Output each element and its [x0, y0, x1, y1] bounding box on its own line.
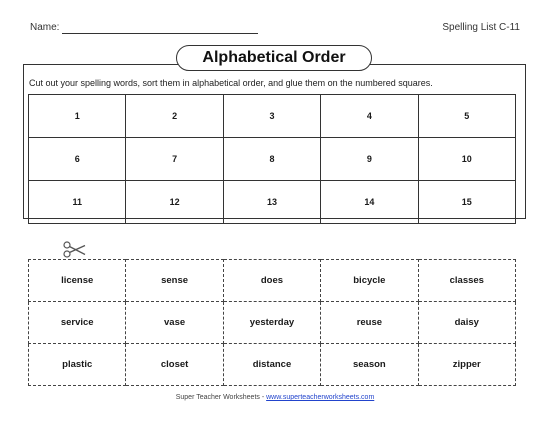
- word-card[interactable]: bicycle: [321, 260, 418, 302]
- word-card[interactable]: yesterday: [223, 302, 320, 344]
- word-card[interactable]: plastic: [29, 344, 126, 386]
- numbered-square: 5: [418, 95, 515, 138]
- numbered-square: 12: [126, 181, 223, 224]
- numbered-square: 14: [321, 181, 418, 224]
- word-card[interactable]: sense: [126, 260, 223, 302]
- footer: [0, 394, 550, 401]
- numbered-square: 15: [418, 181, 515, 224]
- word-card[interactable]: season: [321, 344, 418, 386]
- word-card[interactable]: license: [29, 260, 126, 302]
- word-card[interactable]: vase: [126, 302, 223, 344]
- word-card[interactable]: service: [29, 302, 126, 344]
- numbered-squares: [28, 94, 516, 224]
- numbered-square: 1: [29, 95, 126, 138]
- word-card[interactable]: zipper: [418, 344, 515, 386]
- footer-link[interactable]: www.superteacherworksheets.com: [266, 394, 375, 401]
- numbered-square: 10: [418, 138, 515, 181]
- numbered-row: [29, 138, 516, 181]
- numbered-square: 11: [29, 181, 126, 224]
- numbered-row: [29, 95, 516, 138]
- word-row: [29, 260, 516, 302]
- word-row: [29, 344, 516, 386]
- numbered-square: 3: [223, 95, 320, 138]
- numbered-square: 9: [321, 138, 418, 181]
- numbered-square: 8: [223, 138, 320, 181]
- name-label: Name:: [30, 22, 60, 33]
- word-card[interactable]: closet: [126, 344, 223, 386]
- word-card[interactable]: reuse: [321, 302, 418, 344]
- word-card[interactable]: does: [223, 260, 320, 302]
- worksheet-title: Alphabetical Order: [176, 45, 372, 71]
- word-row: [29, 302, 516, 344]
- word-cutouts: [28, 259, 516, 386]
- numbered-row: [29, 181, 516, 224]
- instructions: Cut out your spelling words, sort them in alphabetical order, and glue them on the numbered squares.: [29, 78, 433, 88]
- numbered-square: 4: [321, 95, 418, 138]
- numbered-square: 2: [126, 95, 223, 138]
- word-card[interactable]: distance: [223, 344, 320, 386]
- spelling-list-label: Spelling List C-11: [442, 22, 520, 33]
- scissors-icon: [62, 241, 86, 259]
- numbered-square: 7: [126, 138, 223, 181]
- numbered-square: 6: [29, 138, 126, 181]
- worksheet-header: [30, 22, 520, 38]
- name-line[interactable]: [62, 33, 258, 34]
- word-card[interactable]: daisy: [418, 302, 515, 344]
- footer-text: Super Teacher Worksheets -: [175, 394, 267, 401]
- word-card[interactable]: classes: [418, 260, 515, 302]
- numbered-square: 13: [223, 181, 320, 224]
